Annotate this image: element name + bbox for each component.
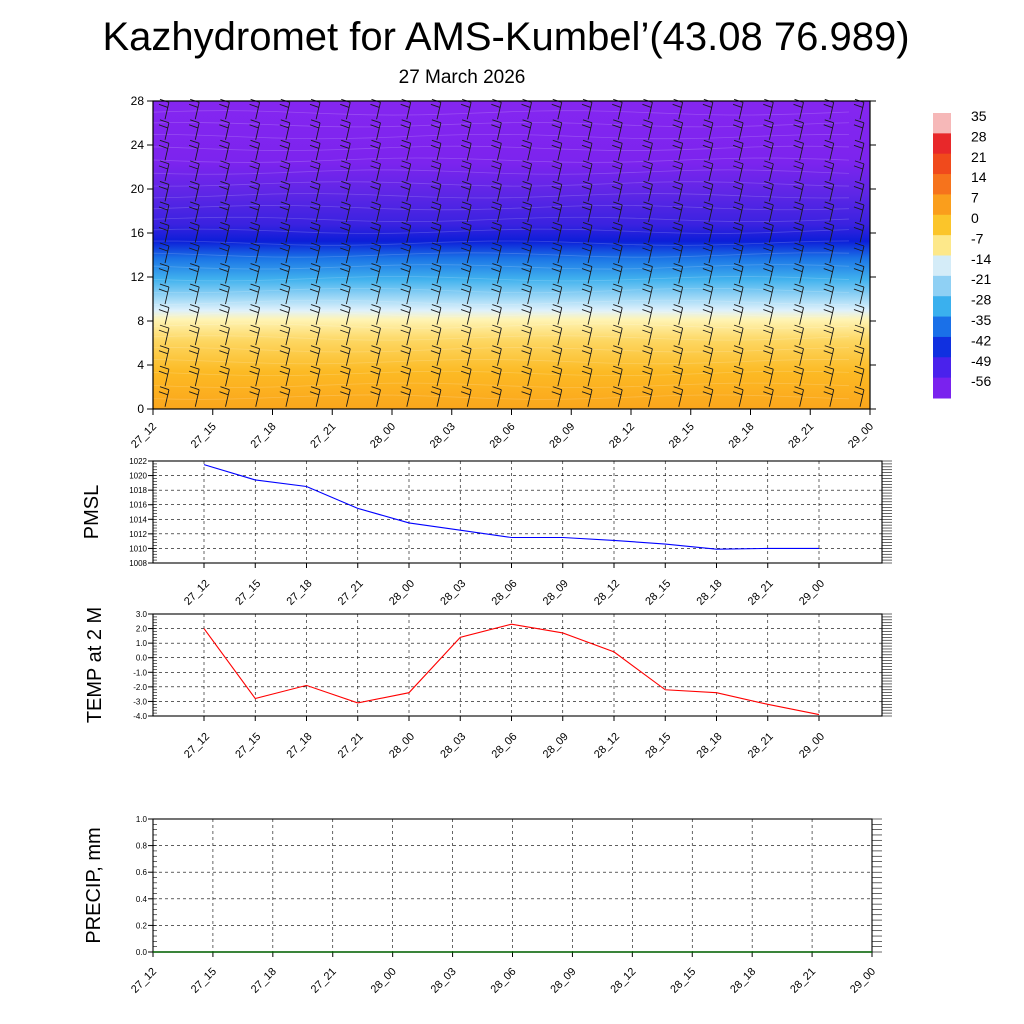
x-tick-label: 29_00 bbox=[846, 420, 877, 451]
y-tick-label: 4 bbox=[137, 358, 144, 372]
y-tick-label: 2.0 bbox=[135, 624, 147, 634]
colorbar-label: -21 bbox=[971, 271, 992, 288]
x-tick-label: 28_12 bbox=[592, 730, 623, 761]
cross-section-panel bbox=[129, 94, 876, 451]
colorbar-label: 21 bbox=[971, 148, 987, 165]
x-tick-label: 27_21 bbox=[308, 420, 339, 451]
x-tick-label: 27_21 bbox=[335, 730, 366, 761]
x-tick-label: 29_00 bbox=[797, 577, 828, 608]
y-tick-label: 1010 bbox=[129, 544, 147, 554]
y-tick-label: -4.0 bbox=[133, 712, 147, 721]
x-tick-label: 28_06 bbox=[487, 420, 518, 451]
colorbar-label: -7 bbox=[971, 230, 984, 247]
y-tick-label: 1008 bbox=[129, 559, 147, 568]
colorbar-swatch bbox=[933, 256, 951, 277]
y-tick-label: 20 bbox=[130, 182, 144, 196]
x-tick-label: 27_21 bbox=[308, 965, 339, 996]
y-tick-label: 1022 bbox=[129, 457, 147, 466]
colorbar-label: -56 bbox=[971, 373, 992, 390]
x-tick-label: 28_06 bbox=[488, 965, 519, 996]
x-tick-label: 27_15 bbox=[233, 730, 264, 761]
colorbar-swatch bbox=[933, 235, 951, 256]
y-tick-label: 1018 bbox=[129, 486, 147, 496]
chart-subtitle: 27 March 2026 bbox=[398, 67, 526, 88]
x-tick-label: 28_09 bbox=[540, 577, 571, 608]
colorbar-label: 0 bbox=[971, 210, 979, 226]
colorbar-swatch bbox=[933, 215, 951, 236]
y-tick-label: 1020 bbox=[129, 471, 147, 481]
y-axis-title: PRECIP, mm bbox=[83, 827, 105, 944]
x-tick-label: 27_12 bbox=[182, 730, 213, 761]
y-tick-label: 16 bbox=[130, 226, 144, 240]
colorbar-swatch bbox=[933, 276, 951, 297]
y-tick-label: 0.4 bbox=[135, 894, 147, 904]
x-tick-label: 27_18 bbox=[284, 577, 315, 608]
x-tick-label: 27_15 bbox=[233, 577, 264, 608]
x-tick-label: 28_00 bbox=[368, 965, 399, 996]
colorbar-label: 35 bbox=[971, 108, 987, 124]
y-tick-label: 24 bbox=[130, 138, 144, 152]
chart-title: Kazhydromet for AMS-Kumbel’(43.08 76.989) bbox=[102, 15, 910, 59]
x-tick-label: 29_00 bbox=[848, 965, 879, 996]
x-tick-label: 28_15 bbox=[643, 577, 674, 608]
colorbar-swatch bbox=[933, 154, 951, 175]
colorbar-label: -14 bbox=[971, 250, 992, 267]
y-tick-label: 1016 bbox=[129, 500, 147, 510]
x-tick-label: 28_15 bbox=[668, 965, 699, 996]
colorbar-label: -49 bbox=[971, 352, 992, 369]
x-tick-label: 28_21 bbox=[788, 965, 819, 996]
y-tick-label: 3.0 bbox=[135, 610, 147, 619]
y-tick-label: 1012 bbox=[129, 529, 147, 539]
x-tick-label: 28_03 bbox=[427, 420, 458, 451]
precip-panel bbox=[83, 815, 882, 996]
x-tick-label: 28_00 bbox=[387, 577, 418, 608]
x-tick-label: 28_15 bbox=[643, 730, 674, 761]
y-axis-title: PMSL bbox=[81, 484, 103, 540]
x-tick-label: 28_21 bbox=[786, 420, 817, 451]
x-tick-label: 28_12 bbox=[607, 420, 638, 451]
x-tick-label: 28_00 bbox=[368, 420, 399, 451]
y-tick-label: 0.6 bbox=[135, 868, 147, 878]
x-tick-label: 28_15 bbox=[666, 420, 697, 451]
x-tick-label: 29_00 bbox=[797, 730, 828, 761]
y-tick-label: 0.0 bbox=[135, 948, 147, 957]
x-tick-label: 27_12 bbox=[129, 965, 160, 996]
x-tick-label: 27_15 bbox=[188, 965, 220, 996]
x-tick-label: 28_18 bbox=[694, 730, 725, 761]
x-tick-label: 28_18 bbox=[726, 420, 757, 451]
x-tick-label: 27_12 bbox=[129, 420, 160, 451]
y-tick-label: 0.2 bbox=[135, 921, 147, 931]
x-tick-label: 28_03 bbox=[438, 577, 469, 608]
x-tick-label: 27_18 bbox=[248, 420, 279, 451]
pmsl-panel bbox=[81, 457, 892, 608]
colorbar bbox=[933, 108, 991, 399]
panel-background bbox=[153, 614, 882, 716]
x-tick-label: 28_03 bbox=[428, 965, 459, 996]
y-axis-title: TEMP at 2 M bbox=[84, 606, 106, 724]
colorbar-swatch bbox=[933, 317, 951, 338]
y-tick-label: 1.0 bbox=[135, 639, 147, 649]
y-tick-label: 28 bbox=[130, 94, 144, 108]
y-tick-label: -2.0 bbox=[133, 682, 147, 692]
x-tick-label: 28_09 bbox=[540, 730, 571, 761]
y-tick-label: 12 bbox=[130, 270, 144, 284]
colorbar-label: -42 bbox=[971, 332, 992, 349]
x-tick-label: 28_18 bbox=[728, 965, 759, 996]
x-tick-label: 28_12 bbox=[608, 965, 639, 996]
colorbar-swatch bbox=[933, 337, 951, 358]
colorbar-swatch bbox=[933, 296, 951, 317]
colorbar-label: -28 bbox=[971, 291, 992, 308]
x-tick-label: 28_06 bbox=[489, 730, 520, 761]
y-tick-label: 1014 bbox=[129, 515, 147, 525]
colorbar-label: 28 bbox=[971, 128, 987, 145]
x-tick-label: 28_03 bbox=[438, 730, 469, 761]
x-tick-label: 28_06 bbox=[489, 577, 520, 608]
colorbar-swatch bbox=[933, 357, 951, 378]
y-tick-label: 0.0 bbox=[135, 653, 147, 663]
x-tick-label: 28_12 bbox=[592, 577, 623, 608]
colorbar-swatch bbox=[933, 194, 951, 215]
colorbar-swatch bbox=[933, 174, 951, 195]
x-tick-label: 27_18 bbox=[248, 965, 279, 996]
y-tick-label: 8 bbox=[137, 314, 144, 328]
x-tick-label: 27_12 bbox=[182, 577, 213, 608]
colorbar-label: 14 bbox=[971, 169, 987, 186]
x-tick-label: 28_09 bbox=[548, 965, 579, 996]
colorbar-label: -35 bbox=[971, 312, 992, 328]
x-tick-label: 28_18 bbox=[694, 577, 725, 608]
y-tick-label: 1.0 bbox=[135, 815, 147, 824]
colorbar-label: 7 bbox=[971, 189, 979, 206]
y-tick-label: 0.8 bbox=[135, 841, 147, 851]
x-tick-label: 27_15 bbox=[188, 420, 219, 451]
x-tick-label: 27_21 bbox=[335, 577, 366, 608]
x-tick-label: 28_00 bbox=[387, 730, 418, 761]
colorbar-swatch bbox=[933, 133, 951, 154]
x-tick-label: 27_18 bbox=[284, 730, 315, 761]
x-tick-label: 28_21 bbox=[745, 730, 776, 761]
colorbar-swatch bbox=[933, 378, 951, 399]
x-tick-label: 28_21 bbox=[745, 577, 776, 608]
panel-background bbox=[153, 461, 882, 563]
y-tick-label: 0 bbox=[137, 402, 144, 416]
temp-2m-panel bbox=[84, 607, 892, 761]
y-tick-label: -1.0 bbox=[133, 668, 147, 678]
x-tick-label: 28_09 bbox=[547, 420, 578, 451]
colorbar-swatch bbox=[933, 113, 951, 134]
y-tick-label: -3.0 bbox=[133, 697, 147, 707]
